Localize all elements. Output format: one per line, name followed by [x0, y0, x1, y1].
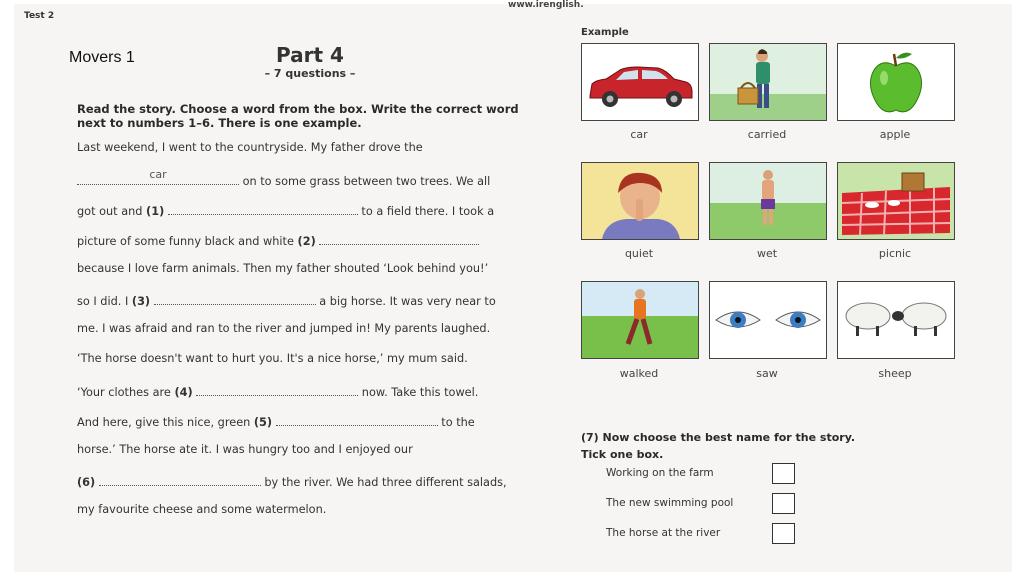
- story-text: to a field there. I took a: [357, 205, 495, 218]
- car-icon: [582, 44, 698, 120]
- story-line-3: [77, 202, 494, 218]
- story-text: horse.’ The horse ate it. I was hungry too and I enjoyed our: [77, 443, 413, 456]
- answer-blank-6[interactable]: [99, 473, 261, 486]
- story-line-13: [77, 503, 326, 516]
- word-sheep: sheep: [878, 367, 912, 380]
- option-working-on-the-farm: Working on the farm: [606, 467, 714, 479]
- eyes-icon: [710, 282, 826, 358]
- picture-card-apple: [837, 43, 955, 121]
- sheep-icon: [838, 282, 954, 358]
- example-label: Example: [581, 27, 629, 38]
- question-number-1: (1): [146, 205, 165, 218]
- question-number-5: (5): [253, 416, 273, 429]
- boy-carrying-basket-icon: [710, 44, 826, 120]
- tick-box-3[interactable]: [772, 523, 795, 544]
- question-number-2: (2): [297, 235, 316, 248]
- answer-blank-3[interactable]: [154, 292, 316, 305]
- word-quiet: quiet: [624, 247, 654, 260]
- walking-boy-icon: [582, 282, 698, 358]
- question-7-prompt: (7) Now choose the best name for the story.: [581, 431, 856, 444]
- instructions: Read the story. Choose a word from the box. Write the correct word next to numbers 1–6. There is one example.: [77, 102, 519, 130]
- wet-boy-icon: [710, 163, 826, 239]
- word-wet: wet: [756, 247, 778, 260]
- picture-card-saw: [709, 281, 827, 359]
- answer-blank-1[interactable]: [168, 202, 358, 215]
- part-title: Part 4: [276, 43, 344, 67]
- picture-card-quiet: [581, 162, 699, 240]
- question-number-4: (4): [174, 386, 193, 399]
- story-text: And here, give this nice, green: [77, 416, 254, 429]
- example-blank: [77, 168, 239, 185]
- story-text: now. Take this towel.: [358, 386, 479, 399]
- picture-card-carried: [709, 43, 827, 121]
- story-text: by the river. We had three different salads,: [260, 476, 507, 489]
- question-number-3: (3): [131, 295, 151, 308]
- story-text: to the: [437, 416, 475, 429]
- story-line-9: [77, 383, 478, 399]
- story-line-12: [77, 473, 507, 489]
- word-carried: carried: [747, 128, 787, 141]
- picture-card-wet: [709, 162, 827, 240]
- story-text: my favourite cheese and some watermelon.: [77, 503, 327, 516]
- tick-box-1[interactable]: [772, 463, 795, 484]
- story-line-8: [77, 352, 468, 365]
- option-horse-at-the-river: The horse at the river: [606, 527, 721, 539]
- movers-label: Movers 1: [69, 49, 135, 66]
- apple-icon: [838, 44, 954, 120]
- story-text: ‘Your clothes are: [77, 386, 175, 399]
- story-line-5: [77, 262, 488, 275]
- tick-instruction: Tick one box.: [581, 448, 664, 461]
- word-car: car: [630, 128, 648, 141]
- option-new-swimming-pool: The new swimming pool: [606, 497, 734, 509]
- word-picnic: picnic: [878, 247, 912, 260]
- story-line-11: [77, 443, 413, 456]
- answer-blank-4[interactable]: [196, 383, 358, 396]
- part-subtitle: – 7 questions –: [264, 67, 356, 80]
- story-text: Last weekend, I went to the countryside. My father drove the: [77, 141, 423, 154]
- picture-card-picnic: [837, 162, 955, 240]
- story-line-1: [77, 141, 423, 154]
- story-text: me. I was afraid and ran to the river and jumped in! My parents laughed.: [77, 322, 491, 335]
- answer-blank-2[interactable]: [319, 232, 479, 245]
- picture-card-sheep: [837, 281, 955, 359]
- story-text: a big horse. It was very near to: [315, 295, 496, 308]
- story-text: picture of some funny black and white: [77, 235, 298, 248]
- story-line-6: [77, 292, 496, 308]
- word-apple: apple: [879, 128, 911, 141]
- answer-blank-5[interactable]: [276, 413, 438, 426]
- story-line-10: [77, 413, 475, 429]
- story-line-4: [77, 232, 479, 248]
- boy-shushing-icon: [582, 163, 698, 239]
- question-number-6: (6): [77, 476, 96, 489]
- picture-card-car: [581, 43, 699, 121]
- example-answer: car: [149, 168, 167, 181]
- test-label: Test 2: [24, 11, 55, 21]
- picnic-blanket-icon: [838, 163, 954, 239]
- word-walked: walked: [619, 367, 659, 380]
- story-text: so I did. I: [77, 295, 132, 308]
- tick-box-2[interactable]: [772, 493, 795, 514]
- picture-card-walked: [581, 281, 699, 359]
- story-text: ‘The horse doesn't want to hurt you. It's a nice horse,’ my mum said.: [77, 352, 468, 365]
- site-label: www.irenglish.: [508, 0, 584, 10]
- story-text: because I love farm animals. Then my father shouted ‘Look behind you!’: [77, 262, 489, 275]
- story-line-7: [77, 322, 490, 335]
- story-text: got out and: [77, 205, 147, 218]
- story-text: on to some grass between two trees. We all: [239, 175, 491, 188]
- word-saw: saw: [756, 367, 778, 380]
- story-line-2: [77, 168, 491, 188]
